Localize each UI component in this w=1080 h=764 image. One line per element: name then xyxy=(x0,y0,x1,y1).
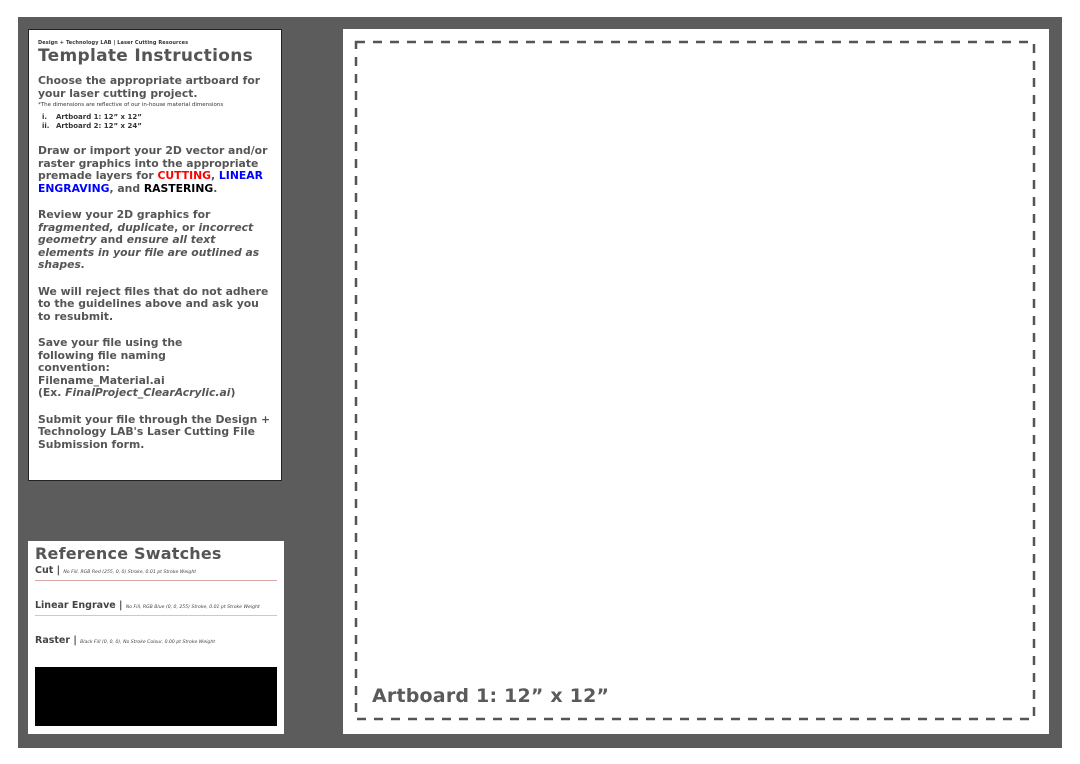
template-instructions-panel xyxy=(28,29,282,481)
dimensions-note: *The dimensions are reflective of our in-house material dimensions xyxy=(38,102,224,108)
reject-rest: that do not adhere to the guidelines above and ask you to resubmit. xyxy=(38,284,269,323)
example-filename: FinalProject_ClearAcrylic.ai xyxy=(65,386,231,399)
list-number: ii. xyxy=(42,122,50,130)
linear-engrave-desc: No Fill, RGB Blue (0, 0, 255) Stroke, 0.01 pt Stroke Weight xyxy=(125,605,260,610)
and-text-2: and xyxy=(96,233,127,246)
review-prefix: Review your 2D graphics for xyxy=(38,208,211,221)
submit-text: Submit your file through the Design + Technology LAB's Laser Cutting File Submission form. xyxy=(38,412,271,451)
save-text xyxy=(38,337,228,375)
draw-prefix: Draw or import your 2D vector and/or raster graphics into the appropriate premade layers for xyxy=(38,144,268,182)
reference-swatches-panel xyxy=(28,541,284,734)
ensure-outlined-text: ensure all text elements in your file are outlined as shapes. xyxy=(38,233,260,271)
save-convention-text: Save your file using the following file naming convention: xyxy=(38,336,183,374)
reject-text xyxy=(38,286,272,324)
linear-engrave-swatch-row[interactable] xyxy=(35,600,277,611)
cutting-keyword: CUTTING xyxy=(157,169,212,182)
rastering-keyword: RASTERING xyxy=(143,181,214,195)
and-text: , and xyxy=(109,181,144,195)
lab-header: Design + Technology LAB | Laser Cutting Resources xyxy=(38,40,189,46)
artboard-1[interactable] xyxy=(343,29,1049,734)
cut-desc: No Fill, RGB Red (255, 0, 0) Stroke, 0.01 pt Stroke Weight xyxy=(63,570,197,575)
linear-engrave-label: Linear Engrave xyxy=(35,600,116,611)
artboard-list-item xyxy=(38,113,272,122)
raster-swatch-row[interactable] xyxy=(35,635,277,646)
swatches-title: Reference Swatches xyxy=(35,544,222,563)
filename-example xyxy=(38,387,272,400)
instructions-title: Template Instructions xyxy=(38,46,254,66)
dashed-boundary xyxy=(356,42,1034,719)
review-text xyxy=(38,209,272,272)
artboard-label: Artboard 1: 12” x 12” xyxy=(372,685,610,707)
cut-swatch-row[interactable] xyxy=(35,565,277,576)
separator: | xyxy=(115,600,126,611)
artboard-list xyxy=(38,113,272,131)
reject-bold: We will reject files xyxy=(38,284,150,298)
separator: | xyxy=(70,635,81,646)
list-label: Artboard 2: 12” x 24” xyxy=(56,122,142,130)
cut-label: Cut xyxy=(35,565,54,576)
incorrect-geometry-text: incorrect geometry xyxy=(38,220,254,246)
draw-import-text xyxy=(38,145,272,195)
fragmented-text: fragmented, duplicate xyxy=(38,220,175,234)
list-number: i. xyxy=(42,113,48,121)
raster-swatch-box[interactable] xyxy=(35,667,277,726)
filename-text: Filename_Material.ai xyxy=(38,373,165,387)
raster-desc: Black Fill (0, 0, 0), No Stroke Colour, 0.00 pt Stroke Weight xyxy=(80,640,216,645)
artboard-list-item xyxy=(38,122,272,131)
example-open: (Ex. xyxy=(38,386,66,399)
cut-boundary-outline xyxy=(343,29,1049,734)
period: . xyxy=(213,181,218,195)
comma: , xyxy=(211,169,219,182)
separator: | xyxy=(53,565,64,576)
or-text: , or xyxy=(174,220,199,234)
choose-artboard-text: Choose the appropriate artboard for your laser cutting project. xyxy=(38,74,261,100)
cut-swatch-line[interactable] xyxy=(35,580,277,581)
example-close: ) xyxy=(230,386,236,399)
linear-engraving-keyword: LINEAR ENGRAVING xyxy=(38,169,263,195)
raster-label: Raster xyxy=(35,635,71,646)
list-label: Artboard 1: 12” x 12” xyxy=(56,113,142,121)
linear-engrave-swatch-line[interactable] xyxy=(35,615,277,616)
